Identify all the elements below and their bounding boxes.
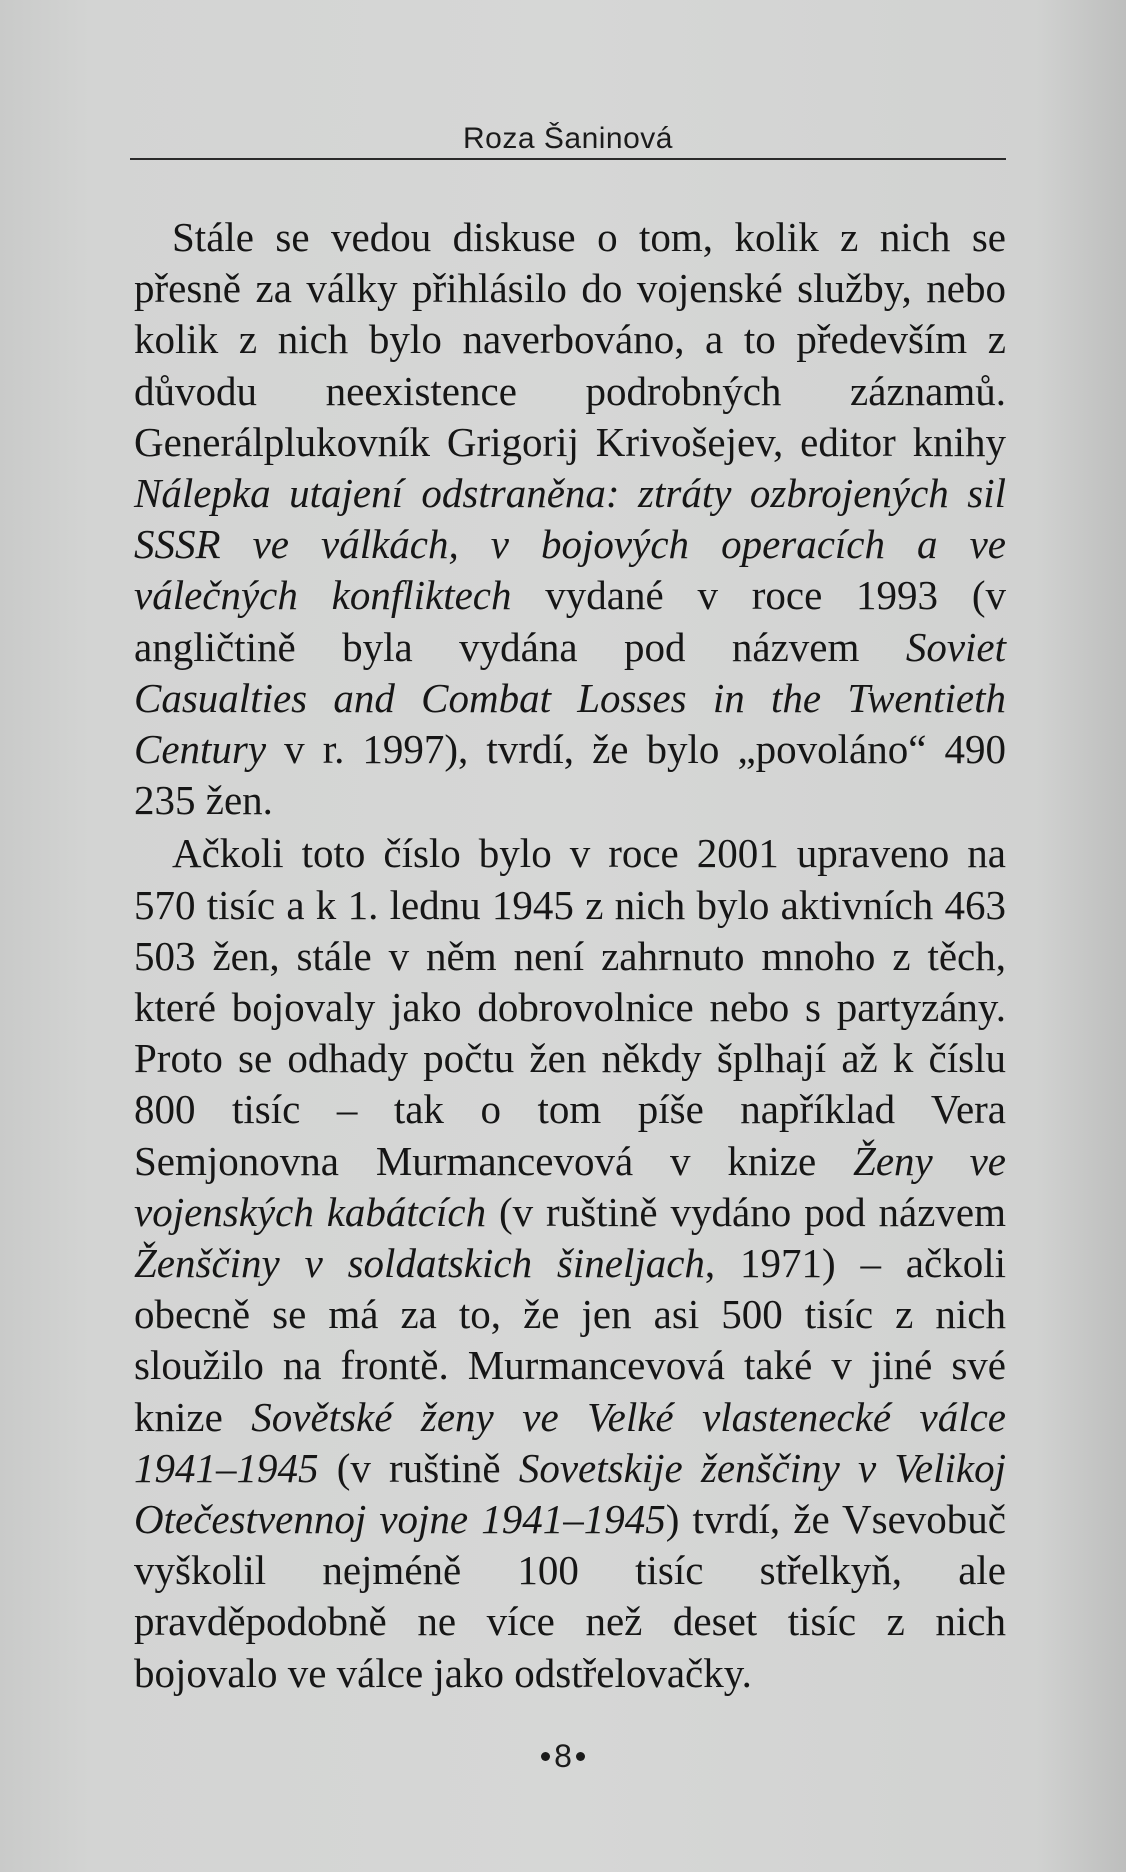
header-rule [130,158,1006,160]
book-title-italic: Ženščiny v soldatskich šineljach [134,1240,705,1287]
book-title-italic: Soviet Casualties and Combat Losses in the Twentieth Century [134,623,1006,773]
paragraph-1-text-1: Stále se vedou diskuse o tom, kolik z nich se přesně za války přihlásilo do vojenské služby, nebo kolik z nich bylo naverbováno, a to především z důvodu neexistence podrobných záznamů. Generálplukovník Grigorij Krivošejev, editor knihy [134,214,1006,465]
body-text [134,212,1006,1699]
book-title-italic: Nálepka utajení odstraněna: ztráty ozbrojených sil SSSR ve válkách, v bojových operacích a ve válečných konfliktech [134,470,1006,619]
paragraph-1-text-2: vydané v roce 1993 (v angličtině byla vydána pod názvem [134,572,1006,670]
book-title-italic: Ženy ve vojenských kabátcích [134,1137,1007,1235]
bullet-dot-icon [541,1752,550,1761]
page-number [0,1738,1126,1775]
paragraph-2-text-4: (v ruštině [318,1444,519,1491]
running-head [130,112,1006,160]
running-head-title: Roza Šaninová [463,122,673,155]
paragraph-2-text-1: Ačkoli toto číslo bylo v roce 2001 upraveno na 570 tisíc a k 1. lednu 1945 z nich bylo aktivních 463 503 žen, stále v něm není zahrnuto mnoho z těch, které bojovaly jako dobrovolnice nebo s partyzány. Proto se odhady počtu žen někdy šplhají až k číslu 800 tisíc – tak o tom píše například Vera Semjonovna Murmancevová v knize [134,830,1006,1184]
book-title-italic: Sovetskije ženščiny v Velikoj Otečestvennoj vojne 1941–1945 [134,1444,1006,1543]
paragraph-2-text-5: ) tvrdí, že Vsevobuč vyškolil nejméně 100 tisíc střelkyň, ale pravděpodobně ne více než deset tisíc z nich bojovalo ve válce jako odstřelovačky. [134,1496,1006,1696]
paragraph-1 [134,212,1006,826]
page-number-value: 8 [554,1738,572,1774]
paragraph-2-text-2: (v ruštině vydáno pod názvem [486,1188,1006,1235]
paragraph-2 [134,828,1006,1698]
bullet-dot-icon [576,1752,585,1761]
book-title-italic: Sovětské ženy ve Velké vlastenecké válce 1941–1945 [134,1393,1006,1491]
paragraph-2-text-3: , 1971) – ačkoli obecně se má za to, že jen asi 500 tisíc z nich sloužilo na frontě. Murmancevová také v jiné své knize [134,1240,1006,1440]
paragraph-1-text-3: v r. 1997), tvrdí, že bylo „povoláno“ 490 235 žen. [134,726,1006,824]
